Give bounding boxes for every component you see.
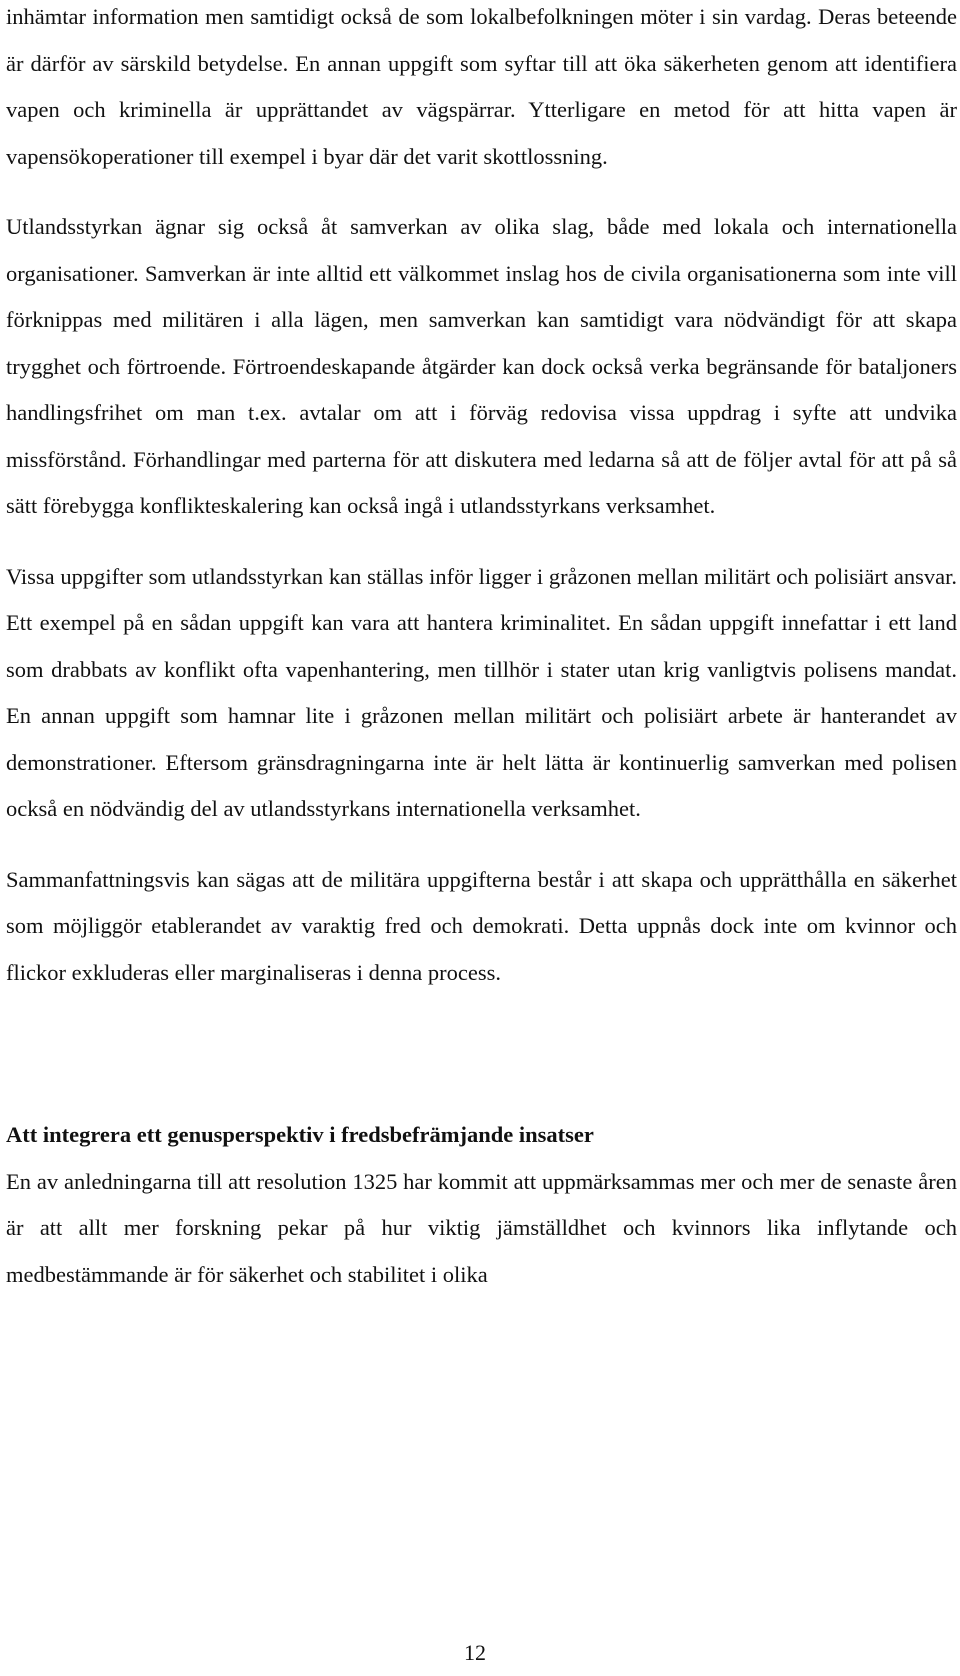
paragraph-gray-zone: Vissa uppgifter som utlandsstyrkan kan ställas inför ligger i gråzonen mellan militärt och polisiärt ansvar. Ett exempel på en sådan uppgift kan vara att hantera kriminalitet. En sådan uppgift innefattar i ett land som drabbats av konflikt ofta vapenhantering, men tillhör i stater utan krig vanligtvis polisens mandat. En annan uppgift som hamnar lite i gråzonen mellan militärt och polisiärt arbete är hanterandet av demonstrationer. Eftersom gränsdragningarna inte är helt lätta är kontinuerlig samverkan med polisen också en nödvändig del av utlandsstyrkans internationella verksamhet. — [6, 563, 957, 821]
page-number-text: 12 — [464, 1640, 486, 1665]
page-number — [0, 1638, 960, 1668]
paragraph-resolution-1325: En av anledningarna till att resolution 1325 har kommit att uppmärksammas mer och mer de senaste åren är att allt mer forskning pekar på hur viktig jämställdhet och kvinnors lika inflytande och medbestämmande är för säkerhet och stabilitet i olika — [6, 1168, 957, 1287]
paragraph-summary: Sammanfattningsvis kan sägas att de militära uppgifterna består i att skapa och upprätthålla en säkerhet som möjliggör etablerandet av varaktig fred och demokrati. Detta uppnås dock inte om kvinnor och flickor exkluderas eller marginaliseras i denna process. — [6, 866, 957, 985]
document-body — [6, 0, 957, 1298]
section-heading: Att integrera ett genusperspektiv i fredsbefrämjande insatser — [6, 1122, 594, 1147]
paragraph-cooperation: Utlandsstyrkan ägnar sig också åt samverkan av olika slag, både med lokala och internationella organisationer. Samverkan är inte alltid ett välkommet inslag hos de civila organisationerna som inte vill förknippas med militären i alla lägen, men samverkan kan samtidigt vara nödvändigt för att skapa trygghet och förtroende. Förtroendeskapande åtgärder kan dock också verka begränsande för bataljoners handlingsfrihet om man t.ex. avtalar om att i förväg redovisa vissa uppdrag i syfte att undvika missförstånd. Förhandlingar med parterna för att diskutera med ledarna så att de följer avtal för att på så sätt förebygga konflikteskalering kan också ingå i utlandsstyrkans verksamhet. — [6, 214, 957, 518]
paragraph-weapons-search: inhämtar information men samtidigt också de som lokalbefolkningen möter i sin vardag. Deras beteende är därför av särskild betydelse. En annan uppgift som syftar till att öka säkerheten genom att identifiera vapen och kriminella är upprättandet av vägspärrar. Ytterligare en metod för att hitta vapen är vapensökoperationer till exempel i byar där det varit skottlossning. — [6, 4, 957, 169]
